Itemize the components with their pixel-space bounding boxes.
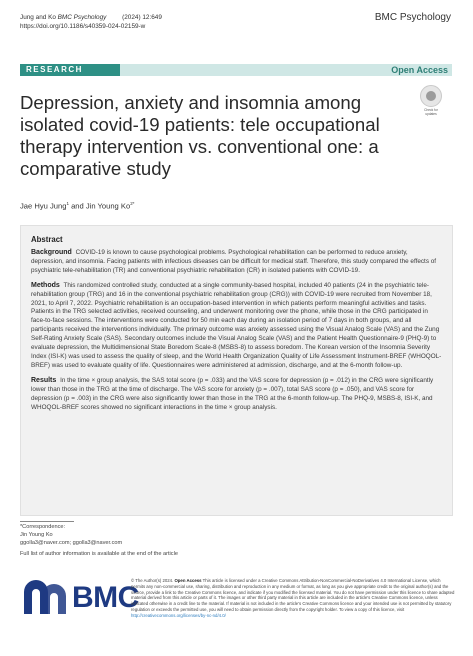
bmc-logo-text: BMC — [72, 581, 139, 614]
check-for-updates-button[interactable] — [420, 85, 442, 116]
abstract-heading: Abstract — [31, 235, 63, 244]
author-1-affil: 1 — [66, 201, 69, 206]
bmc-logo — [20, 578, 139, 618]
running-header — [20, 13, 162, 31]
license-open-access: Open Access — [174, 578, 202, 583]
article-title: Depression, anxiety and insomnia among isolated covid-19 patients: tele occupational therapy intervention vs. conventional one: a comparative study — [20, 92, 380, 179]
methods-label: Methods — [31, 281, 60, 289]
correspondence-notes — [20, 521, 220, 559]
abstract-background — [31, 249, 442, 276]
notes-divider — [20, 521, 74, 522]
author-1[interactable]: Jae Hyu Jung — [20, 201, 67, 211]
abstract-box — [20, 225, 453, 516]
license-statement — [131, 578, 455, 619]
correspondence-name: Jin Young Ko — [20, 531, 53, 538]
abstract-results — [31, 377, 442, 413]
background-label: Background — [31, 249, 72, 256]
background-text: COVID-19 is known to cause psychological problems. Psychological rehabilitation can be performed to reduce anxiety, depression, and insomnia. Facing patients with infectious diseases can be difficult for medical staff. Therefore, this study compared the effects of psychiatric tele-rehabilitation (TR) and conventional psychiatric rehabilitation (CR) in isolated patients with COVID-19. — [31, 249, 437, 274]
author-2-affil: 2* — [130, 201, 135, 206]
abstract-methods — [31, 282, 442, 371]
correspondence-label: *Correspondence: — [20, 524, 66, 530]
results-label: Results — [31, 376, 57, 384]
author-line — [20, 201, 134, 211]
section-banner — [20, 64, 452, 76]
license-text: This article is licensed under a Creative Commons Attribution-NonCommercial-NoDerivatives 4.0 International License, which permits any non-commercial use, sharing, distribution and reproduction in any medium or format, as long as you give appropriate credit to the original author(s) and the source, provide a link to the Creative Commons licence, and indicate if you modified the licensed material. You do not have permission under this licence to share adapted material derived from this article or parts of it. The images or other third party material in this article are included in the article's Creative Commons licence, unless indicated otherwise in a credit line to the material. If material is not included in the article's Creative Commons licence and your intended use is not permitted by statutory regulation or exceeds the permitted use, you will need to obtain permission directly from the copyright holder. To view a copy of this licence, visit — [131, 578, 455, 612]
bmc-logo-icon — [20, 578, 70, 618]
affiliation-note: Full list of author information is available at the end of the article — [20, 551, 178, 558]
citation-details: (2024) 12:649 — [122, 14, 162, 21]
citation-authors: Jung and Ko — [20, 14, 56, 21]
methods-text: This randomized controlled study, conducted at a single community-based hospital, included 40 patients (24 in the psychiatric tele-rehabilitation group (TRG) and 16 in the conventional psychiatric rehabilitation group (CRG)) with COVID-19 were recruited from November 18, 2021, to April 7, 2022. Psychiatric rehabilitation is an occupation-based intervention in which patients perform meaningful activities and tasks. Patients in the TRG selected activities, received counseling, and underwent monitoring over the phone, while those in the CRG participated in face-to-face sessions. The interventions were conducted for 50 min each day during an isolation period of 7 days in both groups, and all participants received the interventions individually. The primary outcome was anxiety assessed using the Visual Analog Scale (VAS) and the Zung Self-Rating Anxiety Scale (SAS). Secondary outcomes include the Visual Analog Scale (VAS) and the Patient Health Questionnaire-9 (PHQ-9) to evaluate depression, the Multidimensional State Boredom Scale-8 (MSBS-8) to assess boredom. The Korean version of the Insomnia Severity Index (ISI-K) was used to assess the quality of sleep, and the World Health Organization Quality of Life Assessment Instrument-BREF (WHOQOL-BREF) was used to evaluate quality of life. Questionnaires were administered at admission, discharge, and at the 6-month follow-up. — [31, 281, 442, 369]
license-lead: © The Author(s) 2024. — [131, 578, 174, 583]
author-join[interactable]: and Jin Young Ko — [68, 201, 131, 211]
correspondence-email[interactable]: ggolla3@naver.com; ggolla3@naver.com — [20, 539, 123, 546]
updates-label: Check for updates — [424, 108, 438, 116]
open-access-label: Open Access — [391, 65, 448, 75]
license-link[interactable]: http://creativecommons.org/licenses/by-nc-nd/4.0/ — [131, 612, 226, 618]
section-label: RESEARCH — [20, 64, 120, 76]
updates-icon — [420, 85, 442, 107]
citation-journal: BMC Psychology — [57, 14, 107, 21]
results-text: In the time × group analysis, the SAS total score (p = .033) and the VAS score for depression (p = .012) in the CRG were significantly lower than those in the TRG at the time of discharge. The VAS score for anxiety (p = .007), total SAS score (p = .050), and VAS score for depression (p = .003) in the CRG were also significantly lower than those in the TRG at the 6-month follow-up. The PHQ-9, MSBS-8, ISI-K, and WHOQOL-BREF scores showed no significant interactions in the time × group analysis. — [31, 376, 434, 411]
journal-name: BMC Psychology — [374, 12, 451, 23]
doi-link[interactable]: https://doi.org/10.1186/s40359-024-02159-w — [20, 23, 146, 30]
citation-line — [20, 13, 162, 22]
